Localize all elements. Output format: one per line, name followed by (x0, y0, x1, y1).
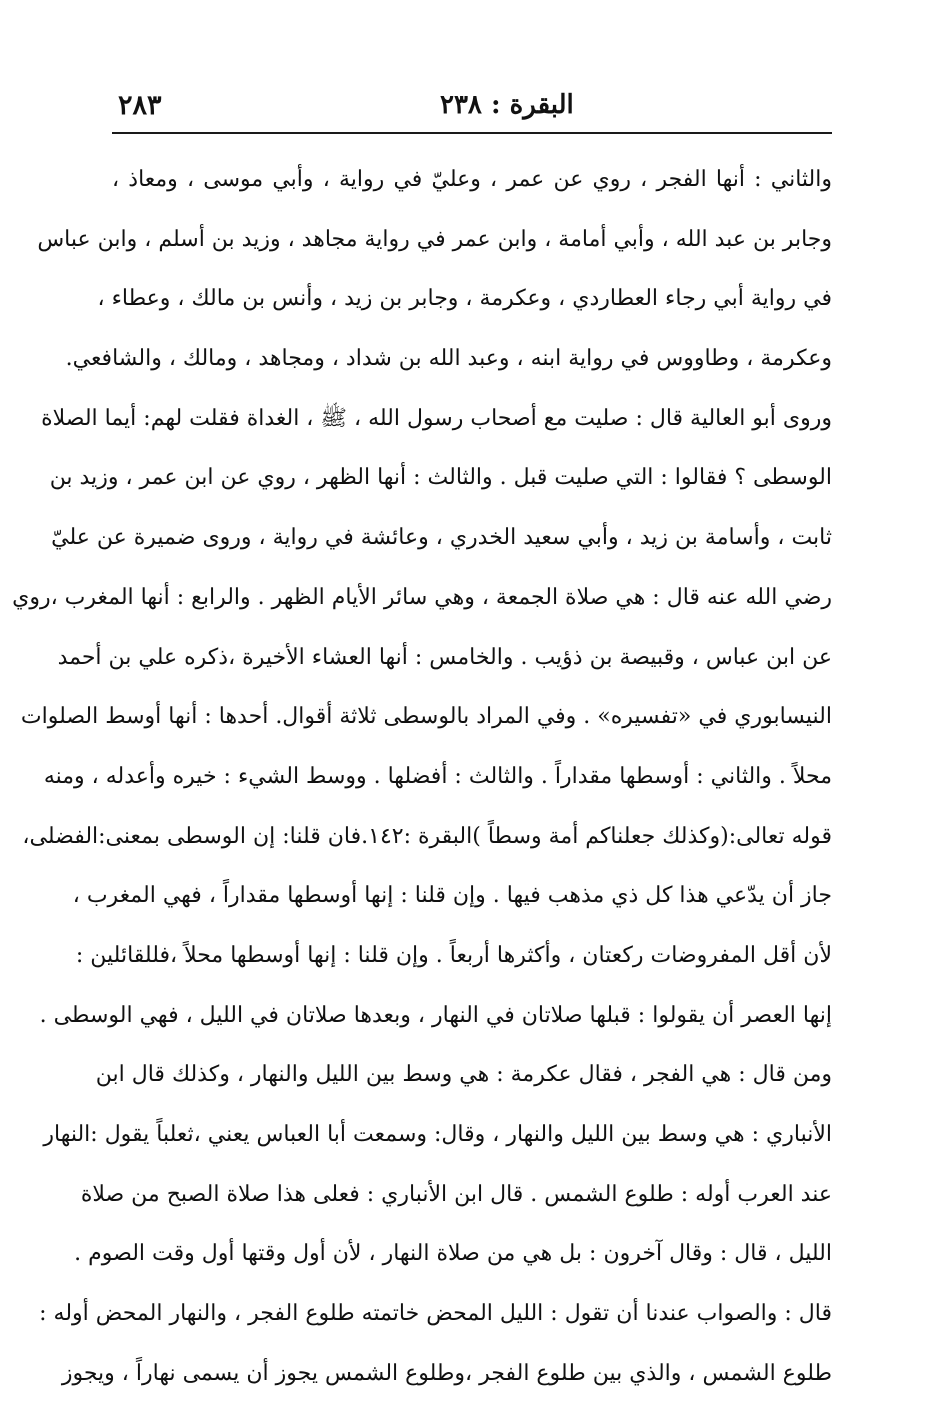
text-line: عن ابن عباس ، وقبيصة بن ذؤيب . والخامس : أنها العشاء الأخيرة ،ذكره علي بن أحمد (57, 644, 832, 670)
text-line: والثاني : أنها الفجر ، روي عن عمر ، وعليّ في رواية ، وأبي موسى ، ومعاذ ، (112, 167, 832, 192)
text-line: وروى أبو العالية قال : صليت مع أصحاب رسول الله ، ﷺ ، الغداة فقلت لهم: أيما الصلاة (41, 405, 832, 431)
text-line: النيسابوري في «تفسيره» . وفي المراد بالوسطى ثلاثة أقوال. أحدها : أنها أوسط الصلوات (20, 704, 832, 730)
text-line: جاز أن يدّعي هذا كل ذي مذهب فيها . وإن قلنا : إنها أوسطها مقداراً ، فهي المغرب ، (72, 883, 832, 909)
header-divider (112, 132, 832, 134)
text-line: طلوع الشمس ، والذي بين طلوع الفجر ،وطلوع الشمس يجوز أن يسمى نهاراً ، ويجوز (61, 1360, 832, 1386)
text-line: الأنباري : هي وسط بين الليل والنهار ، وقال: وسمعت أبا العباس يعني ،ثعلباً يقول :النهار (43, 1122, 832, 1147)
text-line: ثابت ، وأسامة بن زيد ، وأبي سعيد الخدري ، وعائشة في رواية ، وروى ضميرة عن عليّ (51, 525, 832, 551)
text-line: في رواية أبي رجاء العطاردي ، وعكرمة ، وجابر بن زيد ، وأنس بن مالك ، وعطاء ، (97, 286, 832, 312)
text-line: ومن قال : هي الفجر ، فقال عكرمة : هي وسط بين الليل والنهار ، وكذلك قال ابن (95, 1062, 832, 1088)
text-line: إنها العصر أن يقولوا : قبلها صلاتان في النهار ، وبعدها صلاتان في الليل ، فهي الوسطى . (39, 1002, 832, 1028)
running-head: البقرة : ٢٣٨ (440, 90, 574, 120)
page-number: ٢٨٣ (118, 90, 162, 121)
text-line: قوله تعالى:(وكذلك جعلناكم أمة وسطاً )البقرة :١٤٢.فان قلنا: إن الوسطى بمعنى:الفضلى، (22, 823, 832, 849)
text-line: وعكرمة ، وطاووس في رواية ابنه ، وعبد الله بن شداد ، ومجاهد ، ومالك ، والشافعي. (65, 346, 832, 372)
text-line: الليل ، قال : وقال آخرون : بل هي من صلاة النهار ، لأن أول وقتها أول وقت الصوم . (74, 1241, 832, 1267)
text-line: عند العرب أوله : طلوع الشمس . قال ابن الأنباري : فعلى هذا صلاة الصبح من صلاة (80, 1181, 832, 1207)
text-line: محلاً . والثاني : أوسطها مقداراً . والثالث : أفضلها . ووسط الشيء : خيره وأعدله ، ومنه (43, 763, 832, 789)
text-line: وجابر بن عبد الله ، وأبي أمامة ، وابن عمر في رواية مجاهد ، وزيد بن أسلم ، وابن عباس (37, 226, 832, 252)
text-line: قال : والصواب عندنا أن تقول : الليل المحض خاتمته طلوع الفجر ، والنهار المحض أوله : (39, 1301, 832, 1327)
page-header (110, 86, 830, 126)
text-line: رضي الله عنه قال : هي صلاة الجمعة ، وهي سائر الأيام الظهر . والرابع : أنها المغرب ،روي (12, 584, 832, 610)
text-line: الوسطى ؟ فقالوا : التي صليت قبل . والثالث : أنها الظهر ، روي عن ابن عمر ، وزيد بن (49, 465, 832, 491)
body-text (12, 150, 832, 1403)
text-line: لأن أقل المفروضات ركعتان ، وأكثرها أربعاً . وإن قلنا : إنها أوسطها محلاً ،فللقائلين : (75, 942, 832, 968)
